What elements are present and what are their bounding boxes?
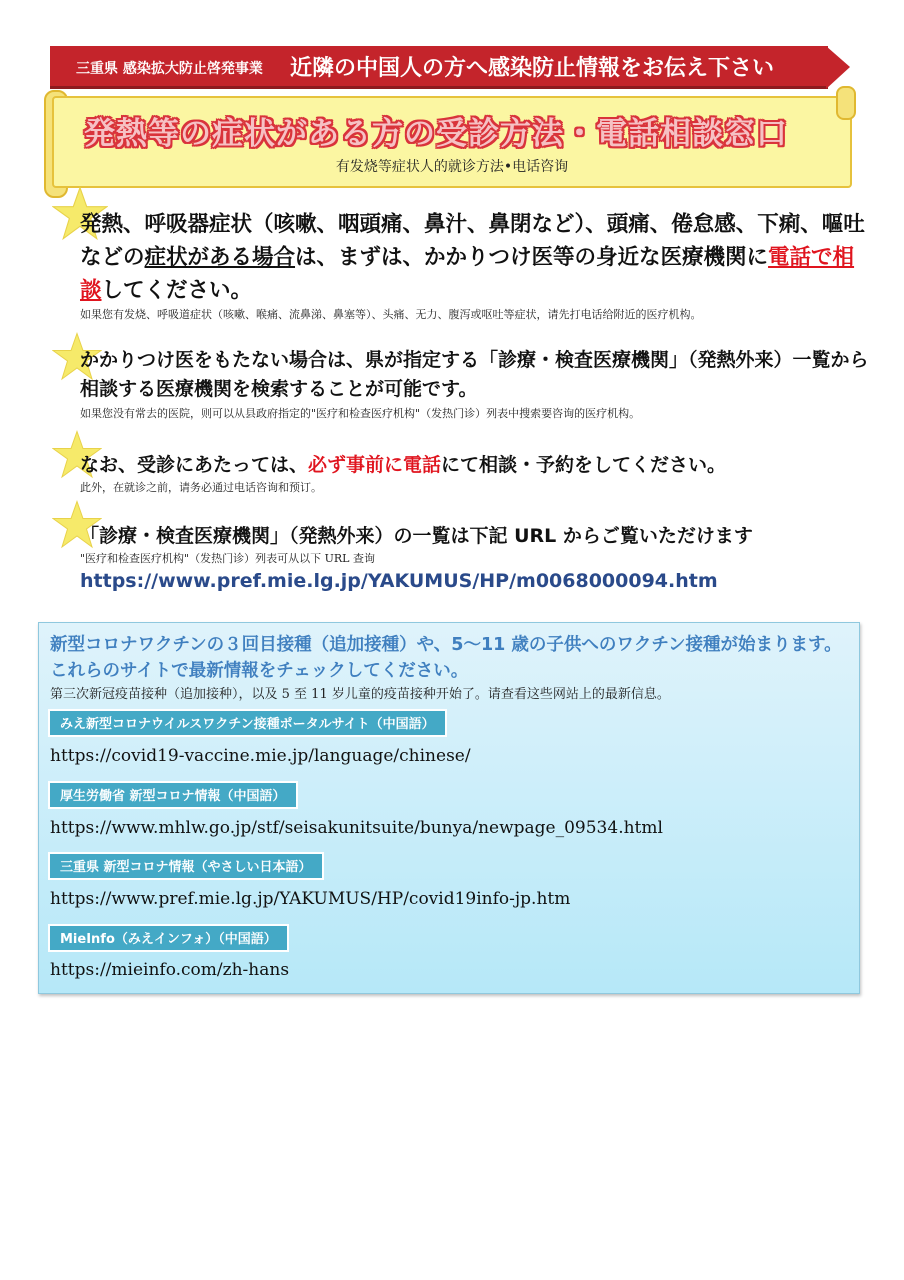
link-label-mhlw: 厚生労働省 新型コロナ情報（中国語） bbox=[48, 781, 298, 809]
section1-underlined: 症状がある場合 bbox=[144, 245, 296, 270]
panel-headline: 新型コロナワクチンの３回目接種（追加接種）や、5～11 歳の子供へのワクチン接種が始まります。これらのサイトで最新情報をチェックしてください。 bbox=[50, 635, 842, 681]
link-label-mie-covid: 三重県 新型コロナ情報（やさしい日本語） bbox=[48, 852, 324, 880]
scroll-roll-right bbox=[836, 86, 856, 120]
section3-chinese: 此外，在就诊之前，请务必通过电话咨询和预订。 bbox=[80, 481, 322, 494]
section1-chinese: 如果您有发烧、呼吸道症状（咳嗽、喉痛、流鼻涕、鼻塞等）、头痛、无力、腹泻或呕吐等症状，请先打电话给附近的医疗机构。 bbox=[80, 308, 702, 321]
link-label-mieinfo: MieInfo（みえインフォ）（中国語） bbox=[48, 924, 289, 952]
section1-part3: は、まずは、かかりつけ医等の身近な医療機関に bbox=[295, 245, 769, 270]
section3-text bbox=[80, 450, 726, 477]
section3-part1: なお、受診にあたっては、 bbox=[80, 454, 309, 476]
panel-subtext: 第三次新冠疫苗接种（追加接种），以及 5 至 11 岁儿童的疫苗接种开始了。请查看这些网站上的最新信息。 bbox=[50, 687, 670, 702]
section2-text: かかりつけ医をもたない場合は、県が指定する「診療・検査医療機関」（発熱外来）一覧から相談する医療機関を検索することが可能です。 bbox=[80, 349, 869, 400]
link-label-vaccine-portal: みえ新型コロナウイルスワクチン接種ポータルサイト（中国語） bbox=[48, 709, 447, 737]
section3-red-emphasis: 必ず事前に電話 bbox=[308, 454, 442, 476]
banner-headline: 近隣の中国人の方へ感染防止情報をお伝え下さい bbox=[290, 56, 775, 81]
banner-arrow-shape bbox=[826, 46, 850, 89]
link-mhlw[interactable]: https://www.mhlw.go.jp/stf/seisakunitsuite/bunya/newpage_09534.html bbox=[50, 818, 663, 838]
banner-org: 三重県 感染拡大防止啓発事業 bbox=[76, 61, 263, 77]
section4-text: 「診療・検査医療機関」（発熱外来）の一覧は下記 URL からご覧いただけます bbox=[80, 525, 753, 547]
link-vaccine-portal[interactable]: https://covid19-vaccine.mie.jp/language/chinese/ bbox=[50, 746, 471, 766]
section1-red-emphasis: 電話で相談 bbox=[80, 245, 855, 303]
section1-part5: してください。 bbox=[101, 278, 253, 303]
page-title: 発熱等の症状がある方の受診方法・電話相談窓口 bbox=[84, 116, 788, 152]
section1-text bbox=[80, 208, 870, 307]
link-mie-covid[interactable]: https://www.pref.mie.lg.jp/YAKUMUS/HP/covid19info-jp.htm bbox=[50, 889, 571, 909]
link-mieinfo[interactable]: https://mieinfo.com/zh-hans bbox=[50, 960, 290, 980]
section3-part3: にて相談・予約をしてください。 bbox=[441, 454, 727, 476]
fever-clinic-list-link[interactable]: https://www.pref.mie.lg.jp/YAKUMUS/HP/m0068000094.htm bbox=[80, 570, 718, 592]
page-subtitle: 有发烧等症状人的就诊方法•电话咨询 bbox=[335, 159, 569, 175]
section1-part1: 発熱、呼吸器症状（咳嗽、咽頭痛、鼻汁、鼻閉など）、頭痛、倦怠感、下痢、嘔吐などの bbox=[80, 212, 865, 270]
section2-chinese: 如果您没有常去的医院，则可以从县政府指定的"医疗和检查医疗机构"（发热门诊）列表中搜索要咨询的医疗机构。 bbox=[80, 407, 641, 420]
section4-chinese: "医疗和检查医疗机构"（发热门诊）列表可从以下 URL 查询 bbox=[80, 552, 375, 565]
